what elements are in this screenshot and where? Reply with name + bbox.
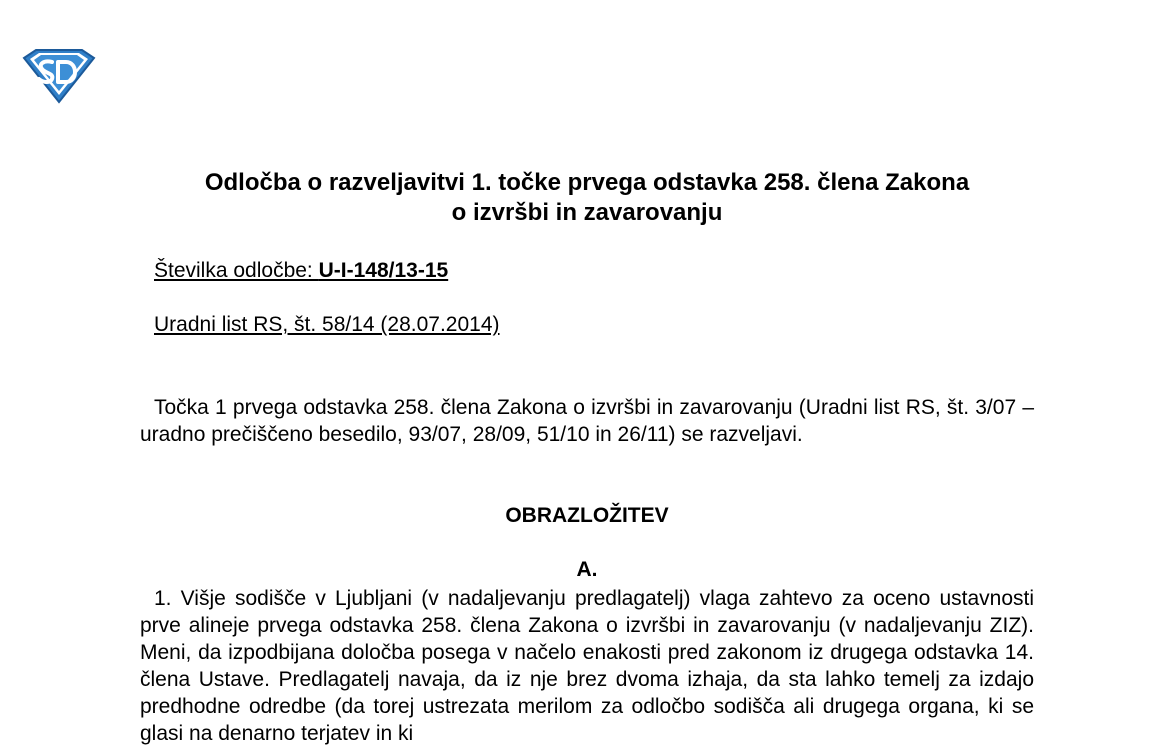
operative-text: Točka 1 prvega odstavka 258. člena Zakona o izvršbi in zavarovanju (Uradni list RS, št. 3/07 – uradno prečiščeno besedilo, 93/07, 28/09, 51/10 in 26/11) se razveljavi. [140, 396, 1034, 446]
section-a-heading: A. [576, 558, 598, 581]
title-line-2: o izvršbi in zavarovanju [451, 199, 723, 226]
reasoning-heading: OBRAZLOŽITEV [505, 504, 669, 527]
decision-number-label: Številka odločbe: [154, 259, 319, 282]
court-logo-icon [22, 48, 96, 104]
decision-number-value: U-I-148/13-15 [318, 259, 449, 282]
title-line-1: Odločba o razveljavitvi 1. točke prvega odstavka 258. člena Zakona [204, 169, 970, 196]
paragraph-1: 1. Višje sodišče v Ljubljani (v nadaljevanju predlagatelj) vlaga zahtevo za oceno ustavnosti prve alineje prvega odstavka 258. člena Zakona o izvršbi in zavarovanju (v nadaljevanju ZIZ). Meni, da izpodbijana določba posega v načelo enakosti pred zakonom iz drugega odstavka 14. člena Ustave. Predlagatelj navaja, da iz nje brez dvoma izhaja, da sta lahko temelj za izdajo predhodne odredbe (da torej ustrezata merilom za odločbo sodišča ali drugega organa, ki se glasi na denarno terjatev in ki [140, 587, 1034, 745]
decision-number [154, 258, 448, 284]
document-title [140, 168, 1034, 228]
official-gazette-reference: Uradni list RS, št. 58/14 (28.07.2014) [154, 313, 500, 336]
